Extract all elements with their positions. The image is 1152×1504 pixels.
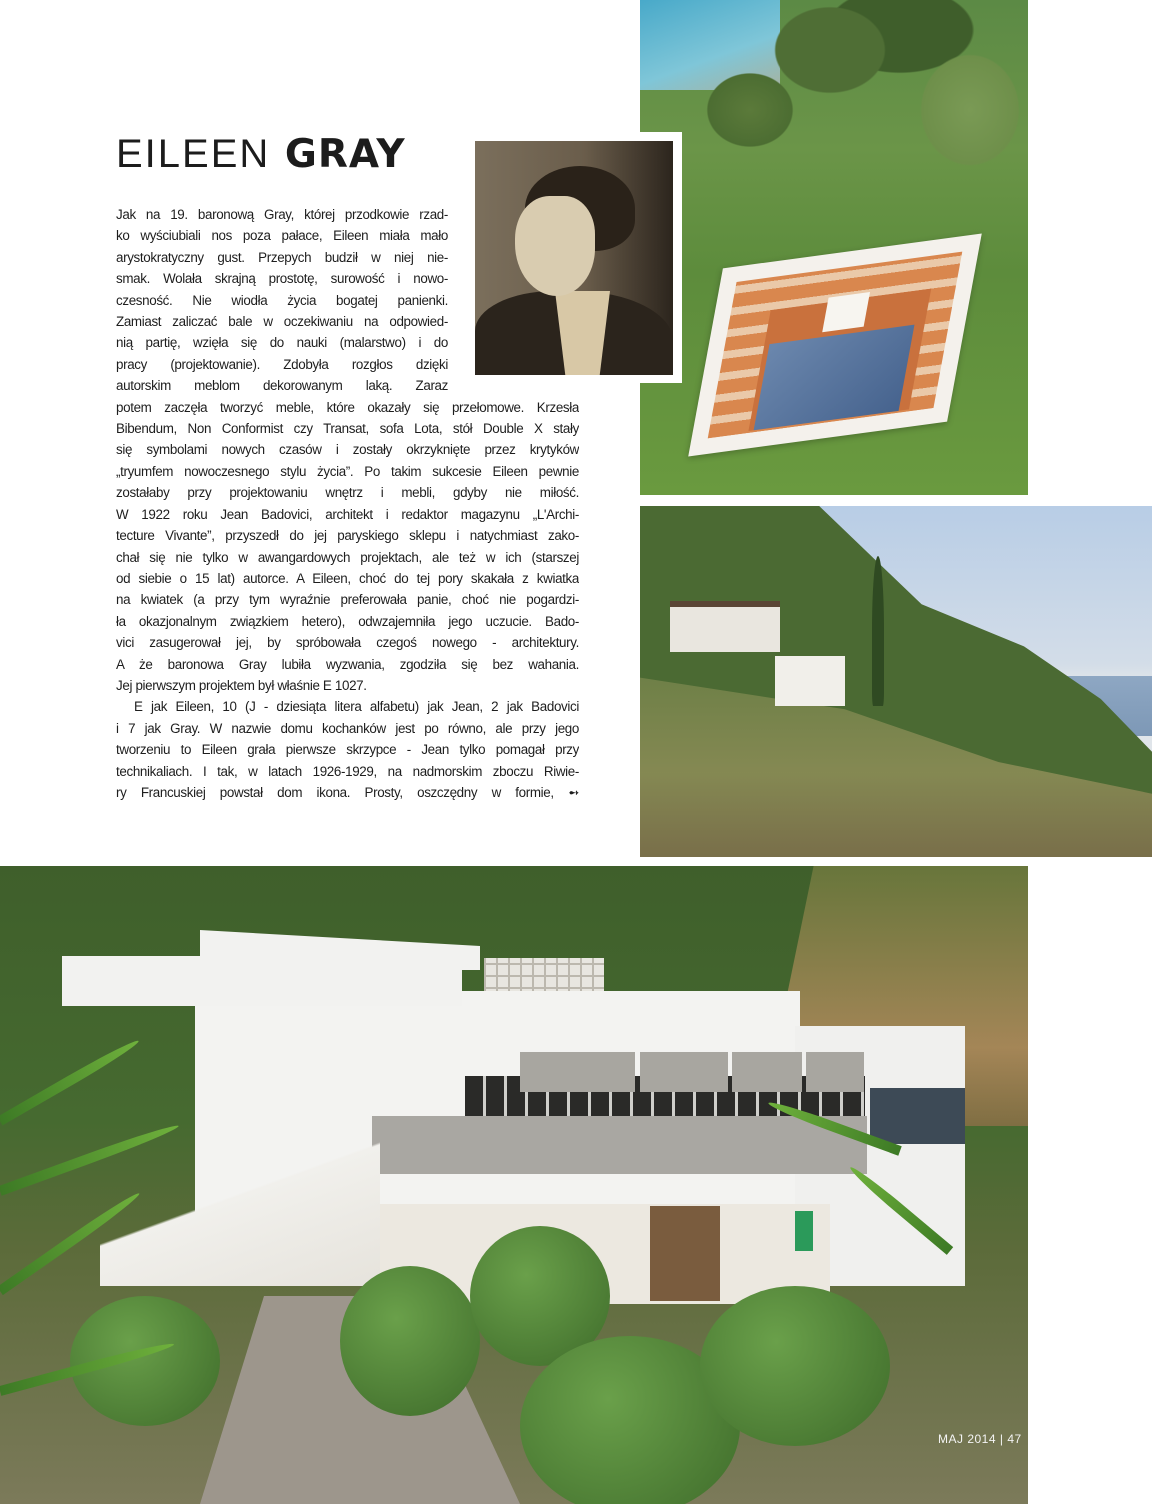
villa-roof-slab (62, 956, 462, 1006)
pool-plinth (822, 292, 870, 332)
body-line: Jej pierwszym projektem był właśnie E 1027. (116, 677, 367, 693)
body-line: Jak na 19. baronową Gray, której przodkowie rzad- (116, 207, 448, 222)
body-line: W 1922 roku Jean Badovici, architekt i redaktor magazynu „L'Archi- (116, 506, 579, 522)
body-line: nią partię, wzięła się do nauki (malarstwo) i do (116, 335, 448, 351)
awning (806, 1052, 864, 1092)
shrub (700, 1286, 890, 1446)
body-line: czesność. Nie wiodła życia bogatej panienki. (116, 292, 448, 308)
body-line: vici zasugerował jej, by spróbowała czegoś nowego - architektury. (116, 635, 579, 651)
body-line: na kwiatek (a przy tym wyraźnie preferowała panie, choć nie pogardzi- (116, 592, 579, 608)
body-line: od siebie o 15 lat) autorce. A Eileen, choć do tej pory skakała z kwiatka (116, 570, 579, 586)
cliff-house-photo (640, 506, 1152, 857)
title-first-name: EILEEN (116, 132, 271, 176)
palm-leaf (0, 1037, 141, 1126)
body-line-continued: ry Francuskiej powstał dom ikona. Prosty, oszczędny w formie, ➻ (116, 784, 579, 800)
body-line: smak. Wolała skrajną prostotę, surowość i nowo- (116, 271, 448, 287)
wooden-door (650, 1206, 720, 1301)
body-line: się symbolami nowych czasów i zostały okrzyknięte przez krytyków (116, 442, 579, 458)
lower-house (775, 656, 845, 706)
body-line: tecture Vivante”, przyszedł do jej paryskiego sklepu i natychmiast zako- (116, 528, 579, 544)
body-line: arystokratyczny gust. Przepych budził w niej nie- (116, 249, 448, 265)
title-last-name: GRAY (284, 132, 406, 177)
page-folio: MAJ 2014 | 47 (938, 1432, 1022, 1446)
villa-e1027-photo (0, 866, 1028, 1504)
tiled-pool (688, 234, 982, 457)
body-line: ko wyściubiali nos poza pałace, Eileen miała mało (116, 228, 448, 244)
body-line: „tryumfem nowoczesnego stylu życia”. Po takim sukcesie Eileen pewnie (116, 463, 579, 479)
body-line: pracy (projektowanie). Zdobyła rozgłos dzięki (116, 356, 448, 372)
awning (732, 1052, 802, 1092)
body-line: Bibendum, Non Conformist czy Transat, sofa Lota, stół Double X stały (116, 421, 579, 437)
body-line: A że baronowa Gray lubiła wyzwania, zgodziła się bez wahania. (116, 656, 579, 672)
body-line: potem zaczęła tworzyć meble, które okazały się przełomowe. Krzesła (116, 399, 579, 415)
body-line: technikaliach. I tak, w latach 1926-1929, na nadmorskim zboczu Riwie- (116, 763, 579, 779)
green-door (795, 1211, 813, 1251)
body-line: chał się nie tylko w awangardowych projektach, ale też w ich (starszej (116, 549, 579, 565)
balcony-canvas (372, 1116, 867, 1174)
blue-window-box (870, 1088, 965, 1144)
body-line: autorskim meblom dekorowanym laką. Zaraz (116, 378, 448, 394)
awning (640, 1052, 728, 1092)
body-line: Zamiast zaliczać bale w oczekiwaniu na odpowied- (116, 314, 448, 330)
article-body (116, 204, 579, 803)
body-line: ła okazjonalnym związkiem hetero), odwzajemniła jego uczucie. Bado- (116, 613, 579, 629)
article-title (116, 131, 406, 178)
body-line: E jak Eileen, 10 (J - dziesiąta litera alfabetu) jak Jean, 2 jak Badovici (134, 699, 579, 715)
bushes (640, 0, 1028, 170)
pool-photo (640, 0, 1028, 495)
body-line: i 7 jak Gray. W nazwie domu kochanków jest po równo, ale przy jego (116, 720, 579, 736)
upper-house (670, 601, 780, 652)
cypress-tree (872, 556, 884, 706)
awning (520, 1052, 635, 1092)
shrub (340, 1266, 480, 1416)
body-line: tworzeniu to Eileen grała pierwsze skrzypce - Jean tylko pomagał przy (116, 742, 579, 758)
exterior-stairs (100, 1126, 380, 1286)
body-line: zostałaby przy projektowaniu wnętrz i mebli, gdyby nie miłość. (116, 485, 579, 501)
